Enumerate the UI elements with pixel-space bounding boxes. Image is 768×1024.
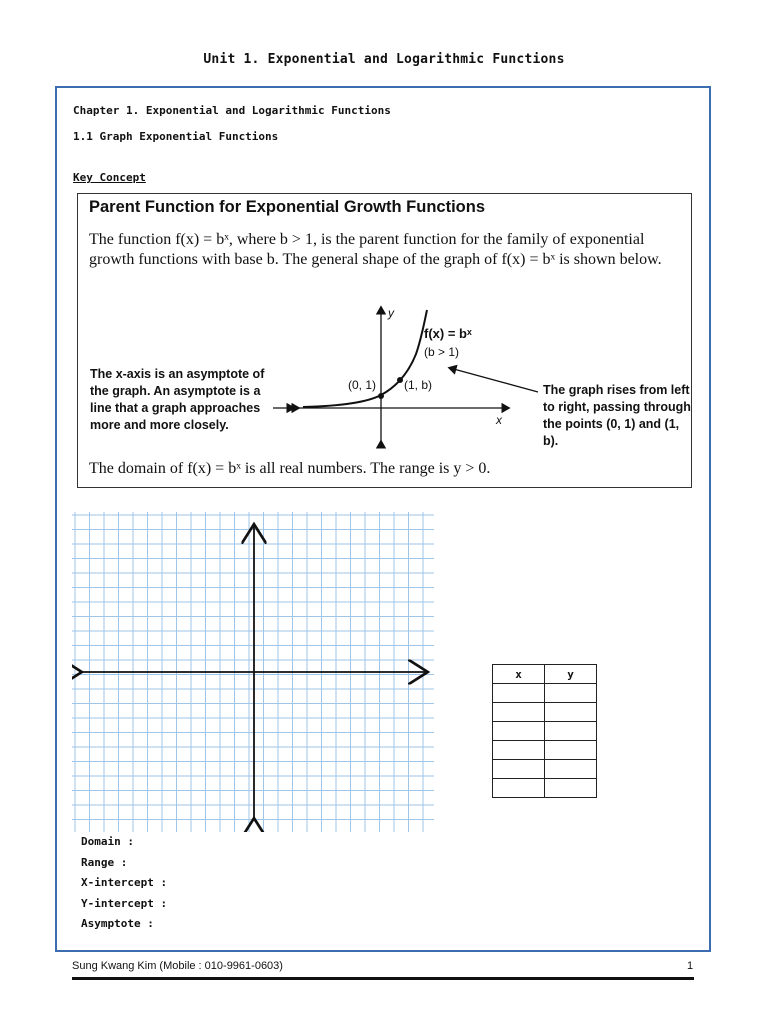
table-row	[493, 760, 597, 779]
page-number: 1	[687, 960, 694, 972]
growth-curve	[303, 310, 427, 407]
condition-label: (b > 1)	[424, 345, 460, 359]
table-cell-y[interactable]	[545, 684, 597, 703]
table-cell-x[interactable]	[493, 722, 545, 741]
table-cell-x[interactable]	[493, 779, 545, 798]
x-intercept-label: X-intercept :	[81, 876, 168, 889]
key-concept-box	[77, 193, 692, 488]
concept-title: Parent Function for Exponential Growth Functions	[89, 198, 485, 216]
table-row	[493, 703, 597, 722]
range-label: Range :	[81, 855, 128, 869]
table-cell-y[interactable]	[545, 722, 597, 741]
unit-title: Unit 1. Exponential and Logarithmic Functions	[203, 52, 565, 67]
table-cell-y[interactable]	[545, 779, 597, 798]
table-cell-x[interactable]	[493, 703, 545, 722]
table-row	[493, 722, 597, 741]
point-1-b-label: (1, b)	[404, 378, 433, 392]
mini-x-label: x	[496, 413, 502, 427]
blank-coordinate-grid	[72, 512, 434, 832]
footer-rule	[72, 977, 694, 980]
point-0-1	[378, 393, 384, 399]
asymptote-note: The x-axis is an asymptote of the graph. An asymptote is a line that a graph approaches more and more closely.	[90, 367, 265, 432]
concept-paragraph: The function f(x) = bˣ, where b > 1, is the parent function for the family of exponential growth functions with base b. The general shape of the graph of f(x) = bˣ is shown below.	[89, 231, 662, 268]
table-header-x: x	[493, 665, 545, 684]
table-cell-y[interactable]	[545, 741, 597, 760]
point-0-1-label: (0, 1)	[348, 378, 377, 392]
domain-range-statement: The domain of f(x) = bˣ is all real numbers. The range is y > 0.	[89, 460, 491, 477]
table-cell-x[interactable]	[493, 684, 545, 703]
point-1-b	[397, 377, 403, 383]
key-concept-label: Key Concept	[73, 171, 146, 184]
footer-author: Sung Kwang Kim (Mobile : 010-9961-0603)	[72, 960, 283, 972]
table-row	[493, 741, 597, 760]
mini-y-label: y	[388, 306, 394, 320]
xy-value-table	[492, 664, 597, 798]
domain-label: Domain :	[81, 835, 134, 848]
table-cell-y[interactable]	[545, 703, 597, 722]
table-row	[493, 684, 597, 703]
table-cell-y[interactable]	[545, 760, 597, 779]
table-header-y: y	[545, 665, 597, 684]
chapter-heading: Chapter 1. Exponential and Logarithmic Functions	[73, 104, 391, 117]
function-label: f(x) = bˣ	[424, 326, 472, 341]
section-heading: 1.1 Graph Exponential Functions	[73, 130, 279, 143]
table-cell-x[interactable]	[493, 741, 545, 760]
right-note-arrow	[450, 368, 538, 392]
y-intercept-label: Y-intercept :	[81, 896, 168, 910]
properties-list	[81, 832, 167, 935]
rising-note: The graph rises from left to right, passing through the points (0, 1) and (1, b).	[543, 383, 691, 448]
asymptote-label: Asymptote :	[81, 917, 154, 930]
table-cell-x[interactable]	[493, 760, 545, 779]
table-row	[493, 779, 597, 798]
